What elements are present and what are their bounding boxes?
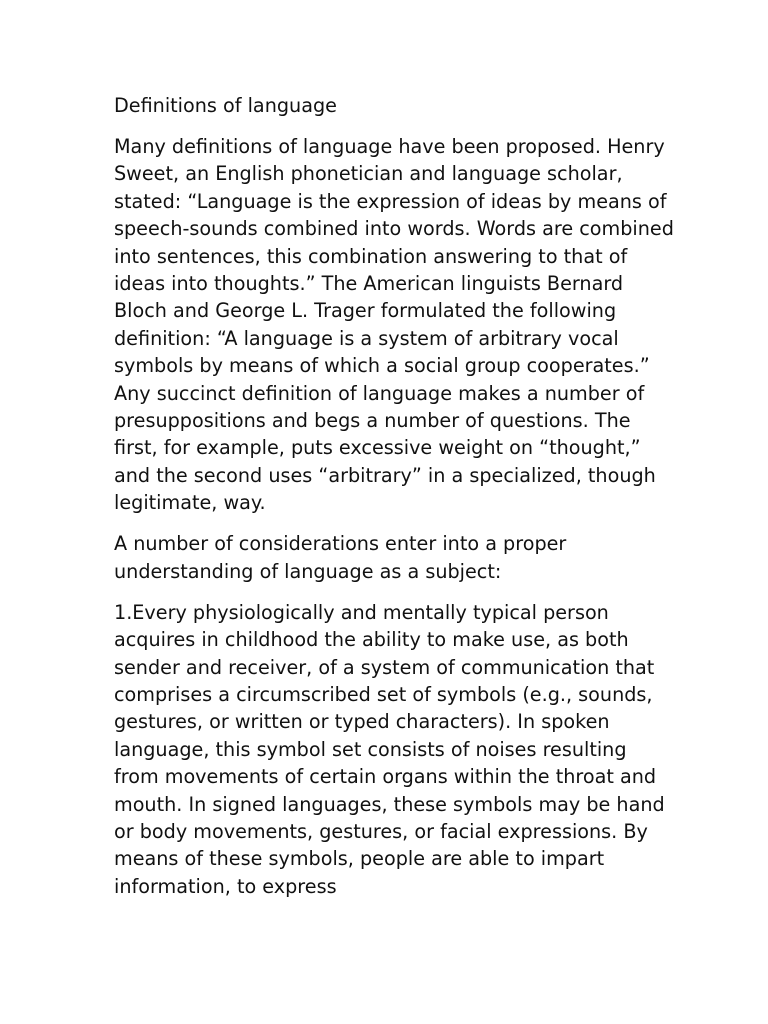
document-page xyxy=(114,92,674,914)
paragraph-point-1: 1.Every physiologically and mentally typical person acquires in childhood the ability to make use, as both sender and receiver, of a system of communication that comprises a circumscribed set of symbols (e.g., sounds, gestures, or written or typed characters). In spoken language, this symbol set consists of noises resulting from movements of certain organs within the throat and mouth. In signed languages, these symbols may be hand or body movements, gestures, or facial expressions. By means of these symbols, people are able to impart information, to express xyxy=(114,600,665,898)
document-title: Definitions of language xyxy=(114,94,337,117)
paragraph-definitions: Many definitions of language have been proposed. Henry Sweet, an English phonetician and language scholar, stated: “Language is the expression of ideas by means of speech-sounds combined into words. Words are combined into sentences, this combination answering to that of ideas into thoughts.” The American linguists Bernard Bloch and George L. Trager formulated the following definition: “A language is a system of arbitrary vocal symbols by means of which a social group cooperates.” Any succinct definition of language makes a number of presuppositions and begs a number of questions. The first, for example, puts excessive weight on “thought,” and the second uses “arbitrary” in a specialized, though legitimate, way. xyxy=(114,135,674,515)
paragraph-considerations: A number of considerations enter into a proper understanding of language as a subject: xyxy=(114,532,567,583)
